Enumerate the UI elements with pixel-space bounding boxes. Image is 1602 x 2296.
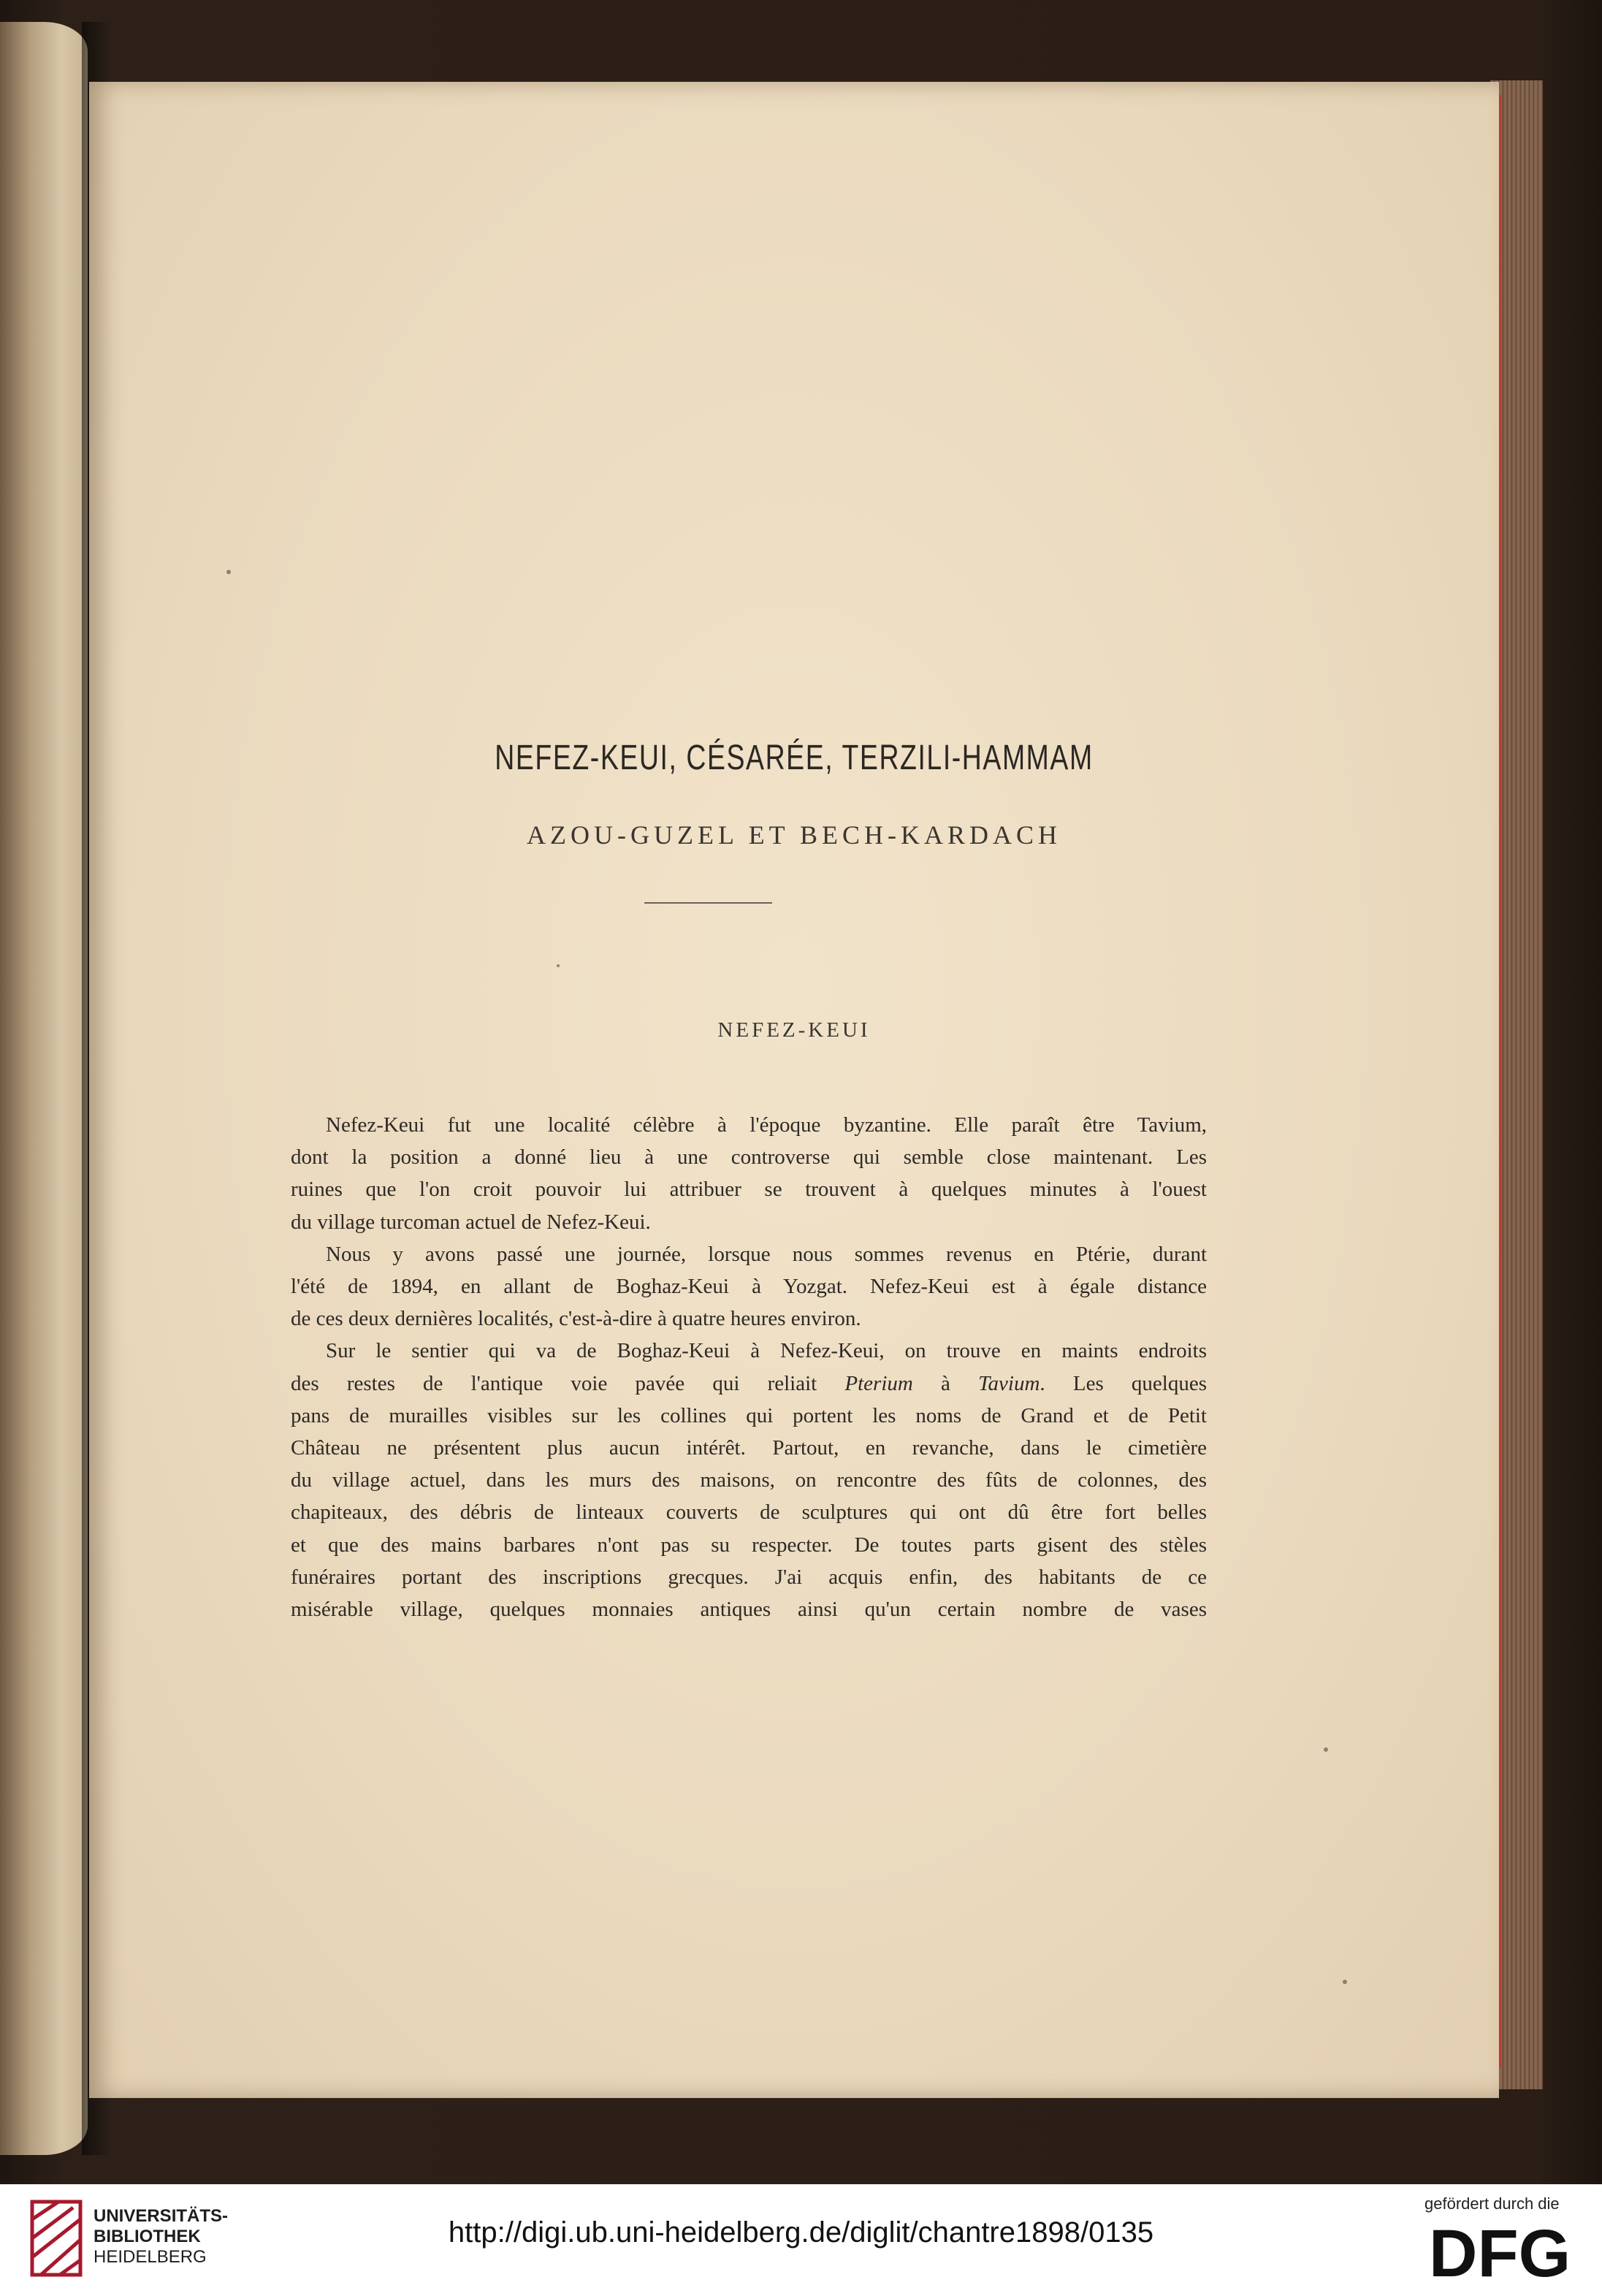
title-rule <box>644 902 772 904</box>
text-line: chapiteaux, des débris de linteaux couverts de sculptures qui ont dû être fort belles <box>291 1500 1207 1525</box>
text-line: Sur le sentier qui va de Boghaz-Keui à Nefez-Keui, on trouve en maints endroits <box>326 1339 1207 1363</box>
text-line: de ces deux dernières localités, c'est-à-dire à quatre heures environ. <box>291 1307 861 1331</box>
text-line: et que des mains barbares n'ont pas su respecter. De toutes parts gisent des stèles <box>291 1533 1207 1557</box>
text-line: Nefez-Keui fut une localité célèbre à l'époque byzantine. Elle paraît être Tavium, <box>326 1113 1207 1137</box>
text-span: à <box>912 1371 979 1395</box>
text-span: . Les quelques <box>1040 1371 1207 1395</box>
library-name-line: UNIVERSITÄTS- <box>94 2206 229 2226</box>
paragraph-2 <box>291 1238 1207 1335</box>
body-text <box>291 1109 1207 1625</box>
text-line: Nous y avons passé une journée, lorsque nous sommes revenus en Ptérie, durant <box>326 1242 1207 1266</box>
paragraph-1 <box>291 1109 1207 1238</box>
section-heading: NEFEZ-KEUI <box>717 1018 871 1042</box>
paper-speck <box>557 964 560 967</box>
library-name-line: HEIDELBERG <box>94 2247 207 2267</box>
text-line: ruines que l'on croit pouvoir lui attribuer se trouvent à quelques minutes à l'ouest <box>291 1178 1207 1202</box>
text-line-with-italics <box>291 1368 1207 1400</box>
left-page-edge <box>0 22 88 2155</box>
italic-place-name: Pterium <box>844 1371 913 1395</box>
text-line: du village actuel, dans les murs des maisons, on rencontre des fûts de colonnes, des <box>291 1468 1207 1492</box>
text-span: des restes de l'antique voie pavée qui reliait <box>291 1371 845 1395</box>
chapter-title: NEFEZ-KEUI, CÉSARÉE, TERZILI-HAMMAM <box>495 739 1094 777</box>
page-content <box>89 82 1499 2098</box>
dfg-logo-text: DFG <box>1429 2222 1571 2284</box>
text-line: misérable village, quelques monnaies antiques ainsi qu'un certain nombre de vases <box>291 1598 1207 1622</box>
viewer-footer <box>0 2184 1602 2296</box>
library-name-line: BIBLIOTHEK <box>94 2227 201 2246</box>
text-line: l'été de 1894, en allant de Boghaz-Keui à Yozgat. Nefez-Keui est à égale distance <box>291 1275 1207 1299</box>
text-line: funéraires portant des inscriptions grecques. J'ai acquis enfin, des habitants de ce <box>291 1565 1207 1589</box>
page-stack-red-edge <box>1499 95 1501 2067</box>
text-line: du village turcoman actuel de Nefez-Keui. <box>291 1210 651 1234</box>
permalink-url[interactable]: http://digi.ub.uni-heidelberg.de/diglit/chantre1898/0135 <box>448 2216 1154 2249</box>
paragraph-3 <box>291 1335 1207 1625</box>
paper-speck <box>226 570 231 574</box>
paper-speck <box>1343 1980 1347 1984</box>
funded-by-label: gefördert durch die <box>1424 2194 1560 2213</box>
book-page <box>89 82 1499 2098</box>
chapter-subtitle: AZOU-GUZEL ET BECH-KARDACH <box>527 820 1061 850</box>
text-line: pans de murailles visibles sur les collines qui portent les noms de Grand et de Petit <box>291 1403 1207 1427</box>
text-line: dont la position a donné lieu à une controverse qui semble close maintenant. Les <box>291 1145 1207 1170</box>
italic-place-name: Tavium <box>978 1371 1040 1395</box>
text-line: Château ne présentent plus aucun intérêt. Partout, en revanche, dans le cimetière <box>291 1436 1207 1460</box>
paper-speck <box>1324 1747 1328 1752</box>
dfg-logo-icon <box>1429 2222 1578 2284</box>
